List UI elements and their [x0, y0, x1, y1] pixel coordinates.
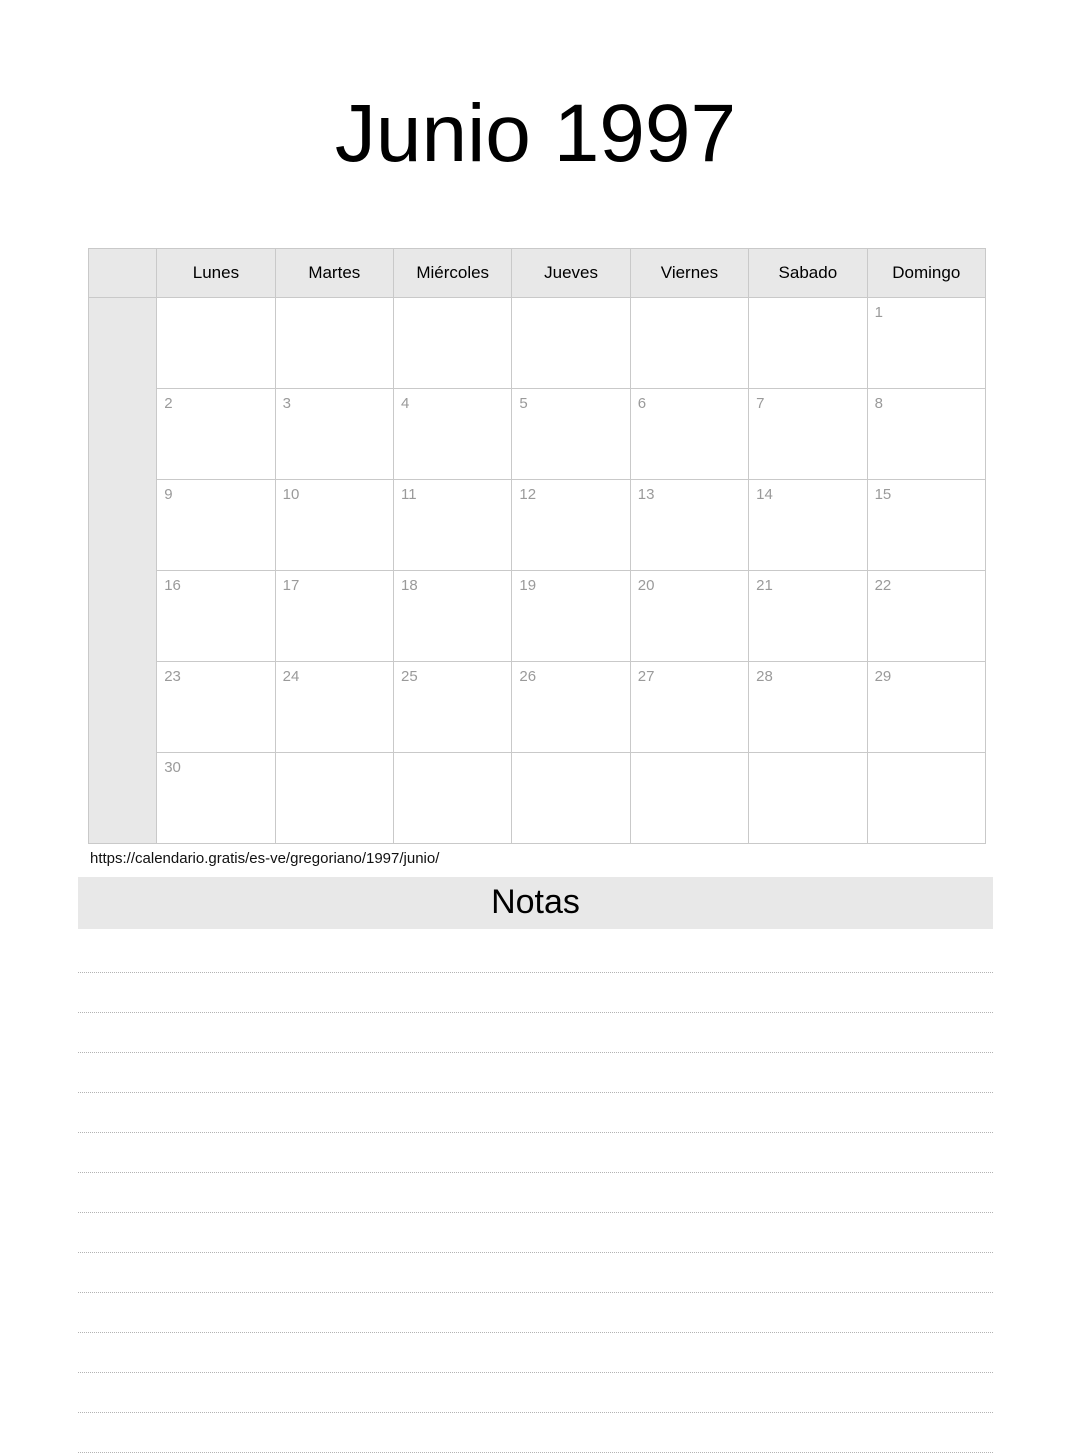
- day-cell[interactable]: 30: [157, 752, 275, 843]
- weekday-header-jueves: Jueves: [512, 248, 630, 297]
- day-cell[interactable]: 28: [749, 661, 867, 752]
- day-cell[interactable]: [867, 752, 985, 843]
- weekday-header-lunes: Lunes: [157, 248, 275, 297]
- calendar-container: [88, 248, 983, 844]
- weekday-header-miercoles: Miércoles: [394, 248, 512, 297]
- day-cell[interactable]: 14: [749, 479, 867, 570]
- day-cell[interactable]: 5: [512, 388, 630, 479]
- note-line[interactable]: [78, 1173, 993, 1213]
- day-cell[interactable]: 24: [275, 661, 393, 752]
- day-cell[interactable]: 27: [630, 661, 748, 752]
- calendar-week-row: [89, 297, 986, 388]
- day-cell[interactable]: 19: [512, 570, 630, 661]
- note-line[interactable]: [78, 1293, 993, 1333]
- source-url[interactable]: https://calendario.gratis/es-ve/gregoriano/1997/junio/: [90, 849, 440, 867]
- calendar-body: [89, 297, 986, 843]
- weekday-header-domingo: Domingo: [867, 248, 985, 297]
- day-cell[interactable]: 11: [394, 479, 512, 570]
- note-line[interactable]: [78, 1373, 993, 1413]
- calendar-gutter-cell: [89, 570, 157, 661]
- day-cell[interactable]: 25: [394, 661, 512, 752]
- day-cell[interactable]: 2: [157, 388, 275, 479]
- day-cell[interactable]: 4: [394, 388, 512, 479]
- calendar-week-row: [89, 752, 986, 843]
- day-cell[interactable]: 9: [157, 479, 275, 570]
- page-title: Junio 1997: [334, 87, 737, 179]
- day-cell[interactable]: 16: [157, 570, 275, 661]
- day-cell[interactable]: [394, 297, 512, 388]
- weekday-header-sabado: Sabado: [749, 248, 867, 297]
- notes-heading: Notas: [78, 877, 993, 929]
- calendar-week-row: [89, 388, 986, 479]
- day-cell[interactable]: 23: [157, 661, 275, 752]
- calendar-week-row: [89, 479, 986, 570]
- calendar-gutter-cell: [89, 752, 157, 843]
- day-cell[interactable]: [512, 752, 630, 843]
- day-cell[interactable]: 3: [275, 388, 393, 479]
- weekday-header-viernes: Viernes: [630, 248, 748, 297]
- day-cell[interactable]: 1: [867, 297, 985, 388]
- note-line[interactable]: [78, 1333, 993, 1373]
- day-cell[interactable]: 15: [867, 479, 985, 570]
- calendar-table: [88, 248, 986, 844]
- day-cell[interactable]: 12: [512, 479, 630, 570]
- day-cell[interactable]: [630, 752, 748, 843]
- day-cell[interactable]: [157, 297, 275, 388]
- day-cell[interactable]: 17: [275, 570, 393, 661]
- note-line[interactable]: [78, 973, 993, 1013]
- day-cell[interactable]: 22: [867, 570, 985, 661]
- calendar-gutter-cell: [89, 388, 157, 479]
- calendar-week-row: [89, 661, 986, 752]
- day-cell[interactable]: [749, 752, 867, 843]
- day-cell[interactable]: 10: [275, 479, 393, 570]
- calendar-gutter-header: [89, 248, 157, 297]
- calendar-header-row: [89, 248, 986, 297]
- note-line[interactable]: [78, 1013, 993, 1053]
- notes-section: [78, 877, 993, 1453]
- day-cell[interactable]: 7: [749, 388, 867, 479]
- calendar-gutter-cell: [89, 661, 157, 752]
- calendar-gutter-cell: [89, 297, 157, 388]
- note-line[interactable]: [78, 1413, 993, 1453]
- calendar-week-row: [89, 570, 986, 661]
- note-line[interactable]: [78, 1213, 993, 1253]
- note-line[interactable]: [78, 933, 993, 973]
- day-cell[interactable]: [749, 297, 867, 388]
- note-line[interactable]: [78, 1253, 993, 1293]
- day-cell[interactable]: [275, 297, 393, 388]
- day-cell[interactable]: 29: [867, 661, 985, 752]
- day-cell[interactable]: 13: [630, 479, 748, 570]
- day-cell[interactable]: 18: [394, 570, 512, 661]
- day-cell[interactable]: [512, 297, 630, 388]
- note-line[interactable]: [78, 1093, 993, 1133]
- note-line[interactable]: [78, 1133, 993, 1173]
- day-cell[interactable]: 6: [630, 388, 748, 479]
- calendar-page: [0, 55, 1071, 1441]
- day-cell[interactable]: 26: [512, 661, 630, 752]
- day-cell[interactable]: [630, 297, 748, 388]
- calendar-gutter-cell: [89, 479, 157, 570]
- note-line[interactable]: [78, 1053, 993, 1093]
- day-cell[interactable]: 20: [630, 570, 748, 661]
- notes-lines: [78, 933, 993, 1453]
- day-cell[interactable]: 8: [867, 388, 985, 479]
- day-cell[interactable]: [394, 752, 512, 843]
- day-cell[interactable]: 21: [749, 570, 867, 661]
- weekday-header-martes: Martes: [275, 248, 393, 297]
- day-cell[interactable]: [275, 752, 393, 843]
